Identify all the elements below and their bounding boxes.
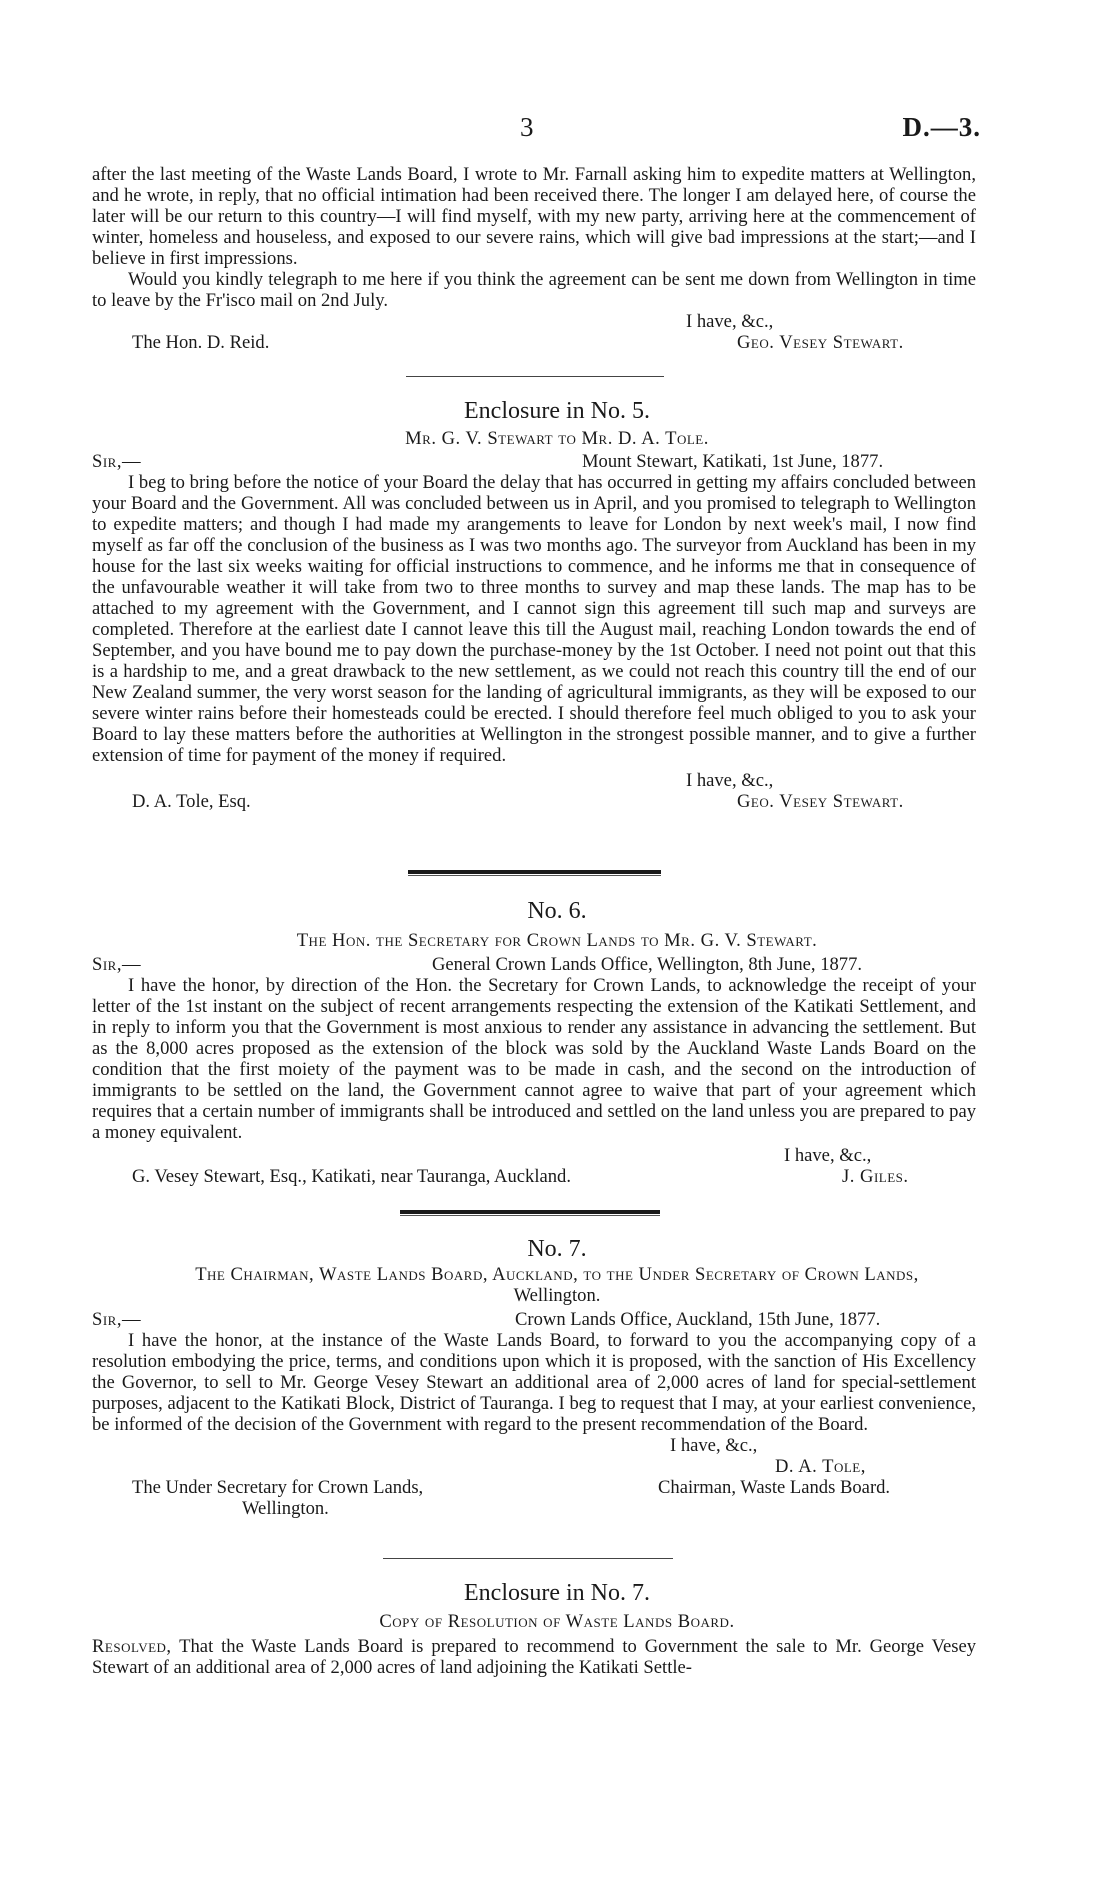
signature-line <box>92 791 976 812</box>
section-title: No. 7. <box>527 1236 587 1262</box>
closing-line <box>92 1145 976 1166</box>
letter-address: Mount Stewart, Katikati, 1st June, 1877. <box>582 451 884 472</box>
signature-line <box>92 1477 976 1498</box>
document-reference: D.—3. <box>902 112 981 142</box>
closing-line <box>92 770 976 791</box>
salutation: Sir,— <box>92 954 142 975</box>
addressee-city: Wellington. <box>242 1498 329 1519</box>
addressee: The Hon. D. Reid. <box>132 332 270 353</box>
section-subtitle-line2: Wellington. <box>513 1285 601 1306</box>
signature: J. Giles. <box>842 1166 909 1187</box>
salutation: Sir,— <box>92 451 142 472</box>
signatory-title: Chairman, Waste Lands Board. <box>658 1477 891 1498</box>
section-subtitle: The Hon. the Secretary for Crown Lands to Mr. G. V. Stewart. <box>296 930 818 951</box>
section-title: No. 6. <box>527 898 587 924</box>
resolution <box>92 1636 976 1678</box>
closing: I have, &c., <box>784 1145 872 1166</box>
section-divider <box>406 376 664 377</box>
letter-enclosure-5 <box>92 451 976 812</box>
signatory-line <box>92 1456 976 1477</box>
addressee: D. A. Tole, Esq. <box>132 791 251 812</box>
closing: I have, &c., <box>686 770 774 791</box>
signature-line <box>92 332 976 353</box>
closing: I have, &c., <box>686 311 774 332</box>
letter-address: General Crown Lands Office, Wellington, 8th June, 1877. <box>432 954 863 975</box>
section-divider <box>383 1558 673 1559</box>
closing: I have, &c., <box>670 1435 758 1456</box>
letter-no-7 <box>92 1309 976 1519</box>
page-number: 3 <box>520 112 534 142</box>
paragraph: after the last meeting of the Waste Lands Board, I wrote to Mr. Farnall asking him to expedite matters at Wellington, and he wrote, in reply, that no official intimation had been received there. The longer I am delayed here, of course the later will be our return to this country—I will find myself, with my new party, arriving here at the commencement of winter, homeless and houseless, and exposed to our severe rains, which will give bad impressions at the start;—and I believe in first impressions. <box>92 164 976 269</box>
letter-no-6 <box>92 954 976 1187</box>
section-title: Enclosure in No. 5. <box>464 398 650 424</box>
section-subtitle: Mr. G. V. Stewart to Mr. D. A. Tole. <box>405 428 709 449</box>
paragraph <box>92 1636 976 1678</box>
letter-address: Crown Lands Office, Auckland, 15th June, 1877. <box>515 1309 881 1330</box>
salutation-line <box>92 451 976 472</box>
paragraph: I beg to bring before the notice of your Board the delay that has occurred in getting my affairs concluded between your Board and the Government. All was concluded between us in April, and you promised to telegraph to Wellington to expedite matters; and though I had made my arangements to leave for London by next week's mail, I now find myself as far off the conclusion of the business as I was two months ago. The surveyor from Auckland has been in my house for the last six weeks waiting for official instructions to commence, and he informs me that in consequence of the unfavourable weather it will take from two to three months to survey and map these lands. The map has to be attached to my agreement with the Government, and I cannot sign this agreement till such map and surveys are completed. Therefore at the earliest date I cannot leave this till the August mail, reaching London towards the end of September, and you have bound me to pay down the purchase-money by the 1st October. I need not point out that this is a hardship to me, and a great drawback to the new settlement, as we could not reach this country till the end of our New Zealand summer, the very worst season for the landing of agricultural immigrants, as they will be exposed to our severe winter rains before their homesteads could be erected. I should therefore feel much obliged to you to ask your Board to lay these matters before the authorities at Wellington in the strongest possible manner, and to give a further extension of time for payment of the money if required. <box>92 472 976 766</box>
paragraph: I have the honor, by direction of the Hon. the Secretary for Crown Lands, to acknowledge the receipt of your letter of the 1st instant on the subject of recent arrangements respecting the extension of the Katikati Settlement, and in reply to inform you that the Government is most anxious to render any assistance in advancing the settlement. But as the 8,000 acres proposed as the extension of the block was sold by the Auckland Waste Lands Board on the condition that the first moiety of the payment was to be made in cash, and the second on the introduction of immigrants to be settled on the land, the Government cannot agree to waive that part of your agreement which requires that a certain number of immigrants shall be introduced and settled on the land unless you are prepared to pay a money equivalent. <box>92 975 976 1143</box>
paragraph: I have the honor, at the instance of the Waste Lands Board, to forward to you the accompanying copy of a resolution embodying the price, terms, and conditions upon which it is proposed, with the sanction of His Excellency the Governor, to sell to Mr. George Vesey Stewart an additional area of 2,000 acres of land for special-settlement purposes, adjacent to the Katikati Block, District of Tauranga. I beg to request that I may, at your earliest convenience, be informed of the decision of the Government with regard to the present recommendation of the Board. <box>92 1330 976 1435</box>
resolution-lead: Resolved, <box>92 1636 172 1657</box>
addressee: G. Vesey Stewart, Esq., Katikati, near Tauranga, Auckland. <box>132 1166 571 1187</box>
signature: Geo. Vesey Stewart. <box>737 791 904 812</box>
signature: Geo. Vesey Stewart. <box>737 332 904 353</box>
section-subtitle: Copy of Resolution of Waste Lands Board. <box>379 1611 735 1632</box>
paragraph: Would you kindly telegraph to me here if you think the agreement can be sent me down from Wellington in time to leave by the Fr'isco mail on 2nd July. <box>92 269 976 311</box>
section-divider <box>408 870 661 874</box>
resolution-body: That the Waste Lands Board is prepared to recommend to Government the sale to Mr. George Vesey Stewart of an additional area of 2,000 acres of land adjoining the Katikati Settle- <box>92 1636 976 1678</box>
closing-line <box>92 311 976 332</box>
section-subtitle: The Chairman, Waste Lands Board, Auckland, to the Under Secretary of Crown Lands, <box>195 1264 919 1285</box>
salutation-line <box>92 954 976 975</box>
addressee: The Under Secretary for Crown Lands, <box>132 1477 424 1498</box>
closing-line <box>92 1435 976 1456</box>
addressee-line2 <box>92 1498 976 1519</box>
salutation: Sir,— <box>92 1309 142 1330</box>
section-divider <box>400 1210 660 1214</box>
letter-continuation <box>92 164 976 353</box>
salutation-line <box>92 1309 976 1330</box>
signatory: D. A. Tole, <box>775 1456 866 1477</box>
section-title: Enclosure in No. 7. <box>464 1580 650 1606</box>
signature-line <box>92 1166 976 1187</box>
